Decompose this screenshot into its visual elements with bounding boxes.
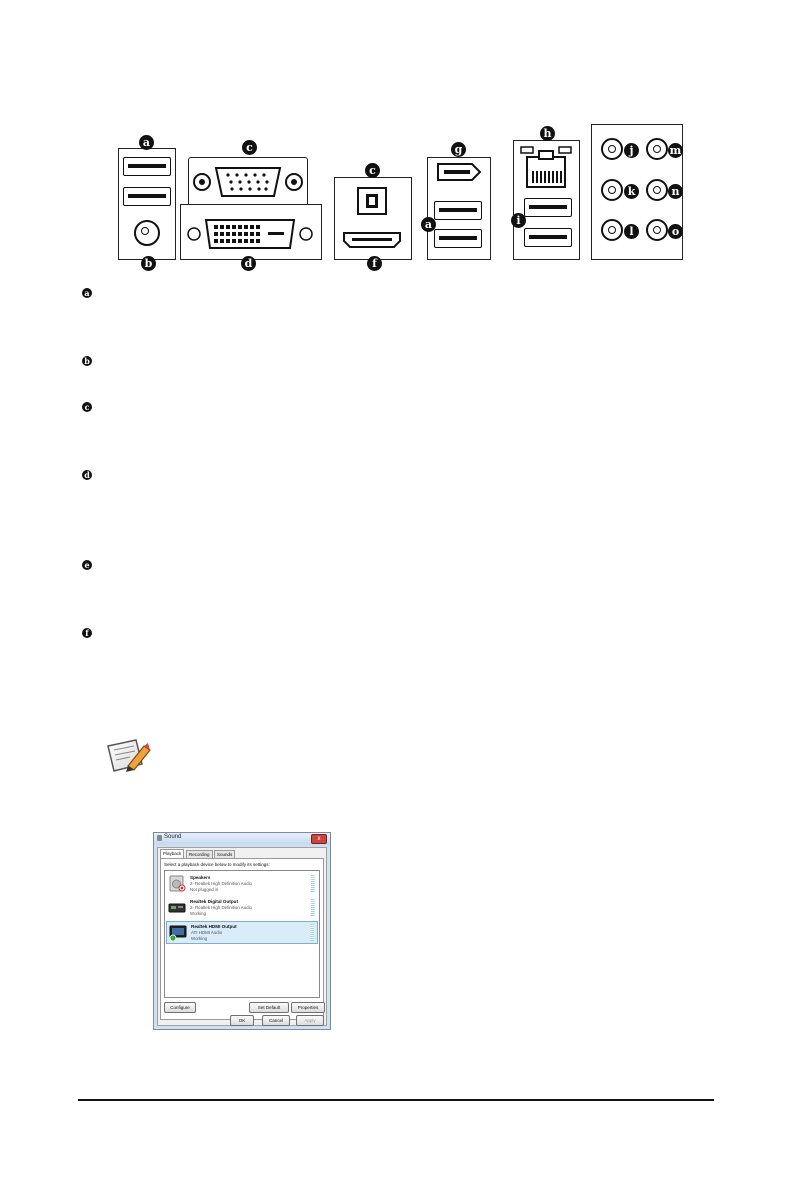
callout-g: g	[451, 142, 466, 157]
callout-e: c	[365, 163, 380, 178]
usb-port	[123, 187, 171, 206]
apply-button[interactable]: Apply	[296, 1015, 324, 1026]
list-marker-e: e	[82, 560, 92, 570]
cancel-button[interactable]: Cancel	[262, 1015, 290, 1026]
callout-a: a	[139, 135, 154, 150]
callout-f: f	[367, 256, 382, 271]
sound-dialog	[153, 832, 331, 1030]
audio-jack	[601, 138, 623, 160]
usb-port	[524, 198, 572, 217]
audio-jack	[601, 179, 623, 201]
speaker-icon	[157, 835, 162, 841]
callout-i: i	[511, 213, 526, 228]
rj45-lan-port	[519, 145, 573, 191]
speaker-device-icon	[168, 875, 186, 892]
device-description: 2- Realtek High Definition Audio	[190, 881, 252, 886]
usb-port	[123, 157, 171, 176]
device-name: Realtek Digital Output	[190, 899, 238, 904]
ieee1394-port	[436, 162, 482, 182]
note-pencil-icon	[104, 738, 152, 774]
audio-jack	[646, 219, 668, 241]
device-status: Working	[190, 911, 207, 916]
close-button[interactable]: x	[311, 834, 327, 844]
playback-pane	[160, 858, 324, 1020]
callout-m: m	[669, 144, 682, 157]
callout-c: c	[242, 140, 257, 155]
list-item[interactable]	[166, 897, 318, 920]
list-marker-a: a	[82, 288, 92, 298]
level-meter	[310, 924, 314, 941]
ok-button[interactable]: OK	[230, 1015, 254, 1026]
instruction-text: Select a playback device below to modify its settings:	[164, 862, 270, 867]
audio-jack	[601, 219, 623, 241]
dialog-titlebar[interactable]	[154, 833, 330, 845]
callout-b: b	[141, 256, 156, 271]
list-marker-c: c	[82, 402, 92, 412]
tab-playback[interactable]: Playback	[160, 849, 184, 859]
list-marker-d: d	[82, 470, 92, 480]
callout-n: n	[668, 184, 683, 199]
dialog-body	[157, 847, 327, 1026]
device-list[interactable]	[164, 870, 320, 998]
monitor-icon	[169, 924, 187, 941]
list-marker-f: f	[82, 628, 92, 638]
callout-a-2: a	[421, 217, 436, 232]
tab-recording[interactable]: Recording	[186, 850, 213, 859]
usb-port	[524, 228, 572, 247]
list-item[interactable]	[166, 921, 318, 944]
device-description: ATI HDMI Audio	[191, 930, 223, 935]
properties-button[interactable]: Properties	[291, 1002, 325, 1013]
callout-j: j	[624, 143, 639, 158]
device-status: Not plugged in	[190, 887, 219, 892]
tab-sounds[interactable]: Sounds	[214, 850, 235, 859]
digital-output-icon	[168, 899, 186, 916]
vga-port	[192, 160, 304, 204]
callout-o: o	[668, 224, 683, 239]
usb-port	[434, 201, 482, 220]
callout-l: l	[624, 224, 639, 239]
optical-spdif-port	[356, 186, 388, 216]
audio-jack	[646, 179, 668, 201]
audio-jack	[646, 138, 668, 160]
ps2-port	[134, 220, 160, 246]
device-name: Speakers	[190, 875, 211, 880]
level-meter	[311, 899, 315, 916]
callout-h: h	[540, 126, 555, 141]
callout-k: k	[624, 184, 639, 199]
level-meter	[311, 875, 315, 892]
hdmi-port	[342, 230, 402, 250]
device-name: Realtek HDMI Output	[191, 924, 237, 929]
list-marker-b: b	[82, 356, 92, 366]
device-status: Working	[191, 936, 208, 941]
configure-button[interactable]: Configure	[164, 1002, 196, 1013]
usb-port	[434, 229, 482, 248]
footer-divider	[78, 1099, 714, 1101]
list-item[interactable]	[166, 873, 318, 896]
dvi-port	[184, 214, 316, 254]
dialog-title: Sound	[164, 834, 182, 840]
set-default-button[interactable]: Set Default	[249, 1002, 289, 1013]
callout-d: d	[241, 256, 256, 271]
device-description: 2- Realtek High Definition Audio	[190, 905, 252, 910]
